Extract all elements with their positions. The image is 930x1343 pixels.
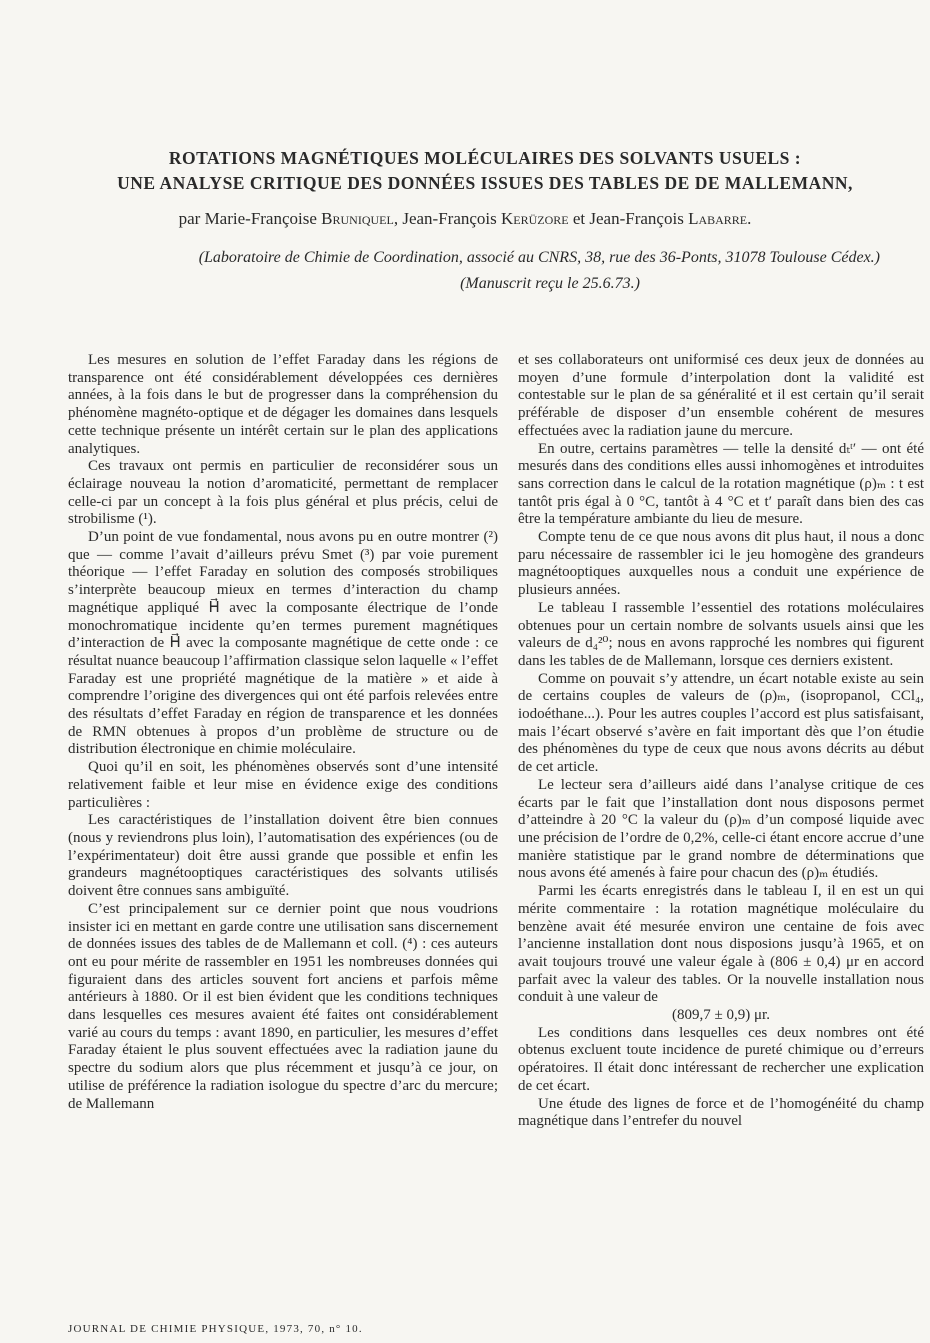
- right-column: [518, 352, 924, 1131]
- title-line-1: ROTATIONS MAGNÉTIQUES MOLÉCULAIRES DES SOLVANTS USUELS :: [168, 148, 802, 168]
- affiliation-block: [40, 245, 880, 297]
- paragraph: Les caractéristiques de l’installation doivent être bien connues (nous y reviendrons plus loin), l’automatisation des expériences (ou de l’expérimentateur) doit être aussi grande que possible et enfin les grandeurs magnétooptiques caractéristiques des solvants utilisés doivent être connues sans ambiguïté.: [68, 812, 498, 900]
- article-title: [70, 146, 900, 196]
- received-date: (Manuscrit reçu le 25.6.73.): [460, 275, 640, 292]
- equation-value: (809,7 ± 0,9) μr.: [672, 1007, 770, 1024]
- left-column: [68, 352, 498, 1113]
- paragraph: En outre, certains paramètres — telle la densité dₜᵗ′ — ont été mesurés dans des conditions elles aussi inhomogènes et introduites sans correction dans le calcul de la rotation magnétique (ρ)ₘ : t est tantôt pris égal à 0 °C, tantôt à 4 °C et t′ paraît dans bien des cas être la température ambiante du lieu de mesure.: [518, 440, 924, 528]
- paragraph: Les conditions dans lesquelles ces deux nombres ont été obtenus excluent toute incidence de pureté chimique ou d’erreurs opératoires. Il était donc intéressant de rechercher une explication de cet écart.: [518, 1024, 924, 1094]
- paragraph: Une étude des lignes de force et de l’homogénéité du champ magnétique dans l’entrefer du nouvel: [518, 1095, 924, 1130]
- paragraph: Comme on pouvait s’y attendre, un écart notable existe au sein de certains couples de valeurs de (ρ)ₘ, (isopropanol, CCl₄, iodoéthane...). Pour les autres couples l’accord est plus satisfaisant, mais l’écart observé s’avère en fait important dès que l’on étudie des phénomènes du type de ceux que nous avons décrits au début de cet article.: [518, 670, 924, 776]
- author-name-2: Kerüzore: [501, 209, 569, 228]
- paragraph: Ces travaux ont permis en particulier de reconsidérer sous un éclairage nouveau la notion d’aromaticité, permettant de remplacer celle-ci par un concept à la fois plus général et plus précis, celui de strobilisme (¹).: [68, 458, 498, 528]
- authors-prefix: par Marie-Françoise: [178, 209, 317, 228]
- author-name-1: Bruniquel: [321, 209, 394, 228]
- title-line-2: UNE ANALYSE CRITIQUE DES DONNÉES ISSUES DES TABLES DE DE MALLEMANN,: [117, 173, 853, 193]
- paragraph: Quoi qu’il en soit, les phénomènes observés sont d’une intensité relativement faible et leur mise en évidence exige des conditions particulières :: [68, 759, 498, 811]
- paragraph: et ses collaborateurs ont uniformisé ces deux jeux de données au moyen d’une formule d’interpolation dont la validité est contestable sur le plan de sa généralité et il est certain qu’il serait préférable de disposer d’un ensemble cohérent de mesures effectuées avec la radiation jaune du mercure.: [518, 352, 924, 439]
- paragraph: Le tableau I rassemble l’essentiel des rotations moléculaires obtenues pour un certain nombre de solvants usuels ainsi que les valeurs de d₄²⁰; nous en avons rapproché les nombres qui figurent dans les tables de de Mallemann, lorsque ces derniers existent.: [518, 599, 924, 669]
- authors-mid-1: , Jean-François: [393, 209, 497, 228]
- authors-mid-2: et Jean-François: [568, 209, 684, 228]
- paragraph: Les mesures en solution de l’effet Faraday dans les régions de transparence ont été considérablement développées ces dernières années, à la fois dans le but de progresser dans la compréhension du phénomène magnéto-optique et de dégager les domaines dans lesquels cette technique présente un intérêt certain sur le plan des applications analytiques.: [68, 352, 498, 457]
- authors-suffix: .: [747, 209, 752, 228]
- author-name-3: Labarre: [688, 209, 748, 228]
- paragraph: D’un point de vue fondamental, nous avons pu en outre montrer (²) que — comme l’avait d’ailleurs prévu Smet (³) par voie purement théorique — l’effet Faraday en solution des composés strobiliques s’interprète beaucoup mieux en termes d’interaction du champ magnétique appliqué H⃗ avec la composante électrique de l’onde monochromatique incidente qu’en termes purement magnétiques d’interaction de H⃗ avec la composante magnétique de cette onde : ce résultat nuance beaucoup l’affirmation classique selon laquelle « l’effet Faraday est une propriété magnétique de la matière » et aide à comprendre l’origine des divergences qui ont été parfois relevées entre des résultats d’effet Faraday en région de transparence et les données de RMN obtenues à propos d’un problème de structure ou de distribution électronique en chimie moléculaire.: [68, 529, 498, 758]
- paragraph: Parmi les écarts enregistrés dans le tableau I, il en est un qui mérite commentaire : la rotation magnétique moléculaire du benzène avait été mesurée environ une centaine de fois avec l’ancienne installation dont nous disposions jusqu’à 1965, et on avait toujours trouvé une valeur égale à (806 ± 0,4) μr en accord parfait avec la valeur des tables. Or la nouvelle installation nous conduit à une valeur de: [518, 883, 924, 1006]
- paragraph: C’est principalement sur ce dernier point que nous voudrions insister ici en mettant en garde contre une utilisation sans discernement de données issues des tables de de Mallemann et coll. (⁴) : ces auteurs ont eu pour mérite de rassembler en 1951 les nombreuses données qui figuraient dans des articles souvent fort anciens et parfois même antérieurs à 1880. Or il est bien évident que les conditions techniques dans lesquelles ces mesures avaient été faites ont considérablement varié au cours du temps : avant 1890, en particulier, les mesures d’effet Faraday étaient le plus souvent effectuées avec la radiation jaune du spectre du sodium alors que plus récemment et jusqu’à ce jour, on utilise de préférence la radiation isologue du spectre d’arc du mercure; de Mallemann: [68, 900, 498, 1112]
- journal-footer: JOURNAL DE CHIMIE PHYSIQUE, 1973, 70, n° 10.: [68, 1323, 363, 1335]
- author-line: [40, 209, 890, 229]
- affiliation: (Laboratoire de Chimie de Coordination, associé au CNRS, 38, rue des 36-Ponts, 31078 Toulouse Cédex.): [198, 249, 880, 266]
- paragraph: Le lecteur sera d’ailleurs aidé dans l’analyse critique de ces écarts par le fait que l’installation dont nous disposons permet d’atteindre à 20 °C la valeur du (ρ)ₘ d’un composé liquide avec une précision de l’ordre de 0,2%, celle-ci étant encore accrue d’une manière statistique par le grand nombre de déterminations que nous avons été amenés à faire pour chacun des (ρ)ₘ étudiés.: [518, 776, 924, 882]
- paragraph: Compte tenu de ce que nous avons dit plus haut, il nous a donc paru nécessaire de rassembler ici le jeu homogène des grandeurs magnétooptiques auxquelles nous a conduit une expérience de plusieurs années.: [518, 529, 924, 599]
